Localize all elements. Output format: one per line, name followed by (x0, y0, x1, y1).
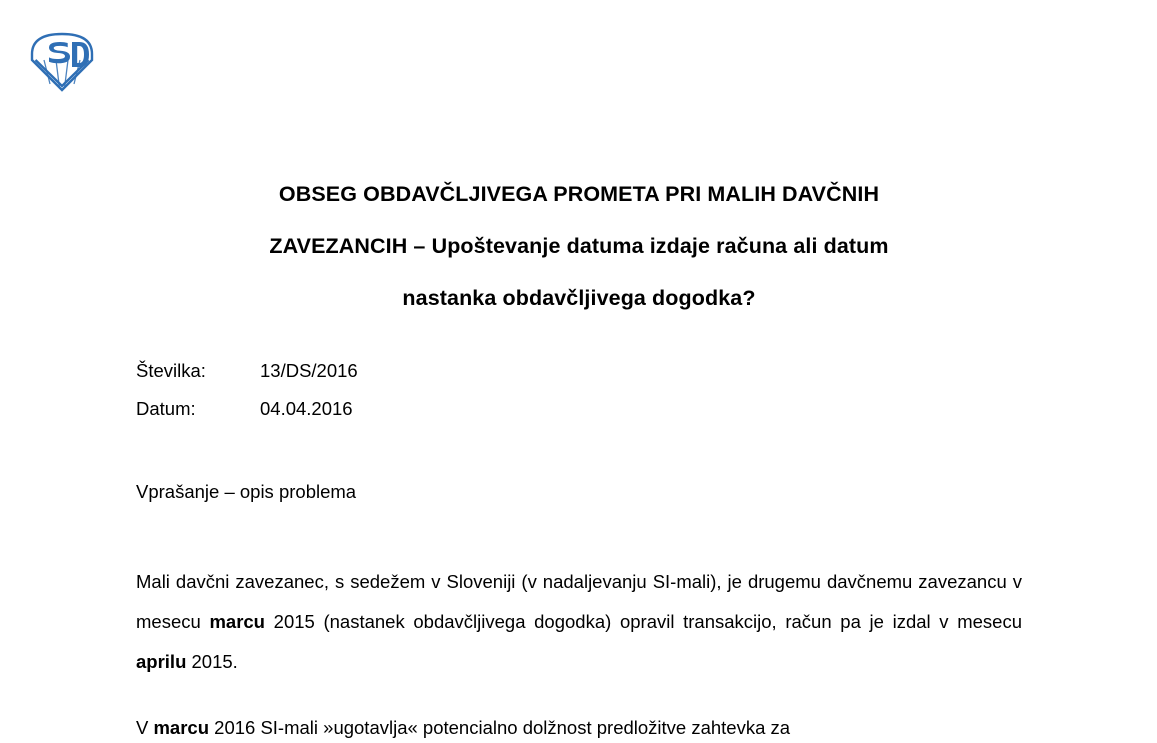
meta-label-stevilka: Številka: (136, 360, 206, 381)
title-line-1: OBSEG OBDAVČLJIVEGA PROMETA PRI MALIH DAVČNIH (278, 182, 880, 206)
meta-row (136, 360, 636, 398)
meta-value-stevilka: 13/DS/2016 (260, 360, 358, 381)
paragraph-2: V marcu 2016 SI-mali »ugotavlja« potencialno dolžnost predložitve zahtevka za (136, 717, 791, 738)
page-title (134, 168, 1024, 324)
document-body (136, 562, 1022, 743)
document-meta (136, 360, 636, 436)
title-line-3: nastanka obdavčljivega dogodka? (402, 286, 756, 310)
title-line-2: ZAVEZANCIH – Upoštevanje datuma izdaje računa ali datum (269, 234, 889, 258)
sd-logo (22, 26, 102, 98)
meta-row (136, 398, 636, 436)
section-heading: Vprašanje – opis problema (136, 481, 357, 502)
meta-label-datum: Datum: (136, 398, 196, 419)
paragraph-1: Mali davčni zavezanec, s sedežem v Sloveniji (v nadaljevanju SI-mali), je drugemu davčnemu zavezancu v mesecu marcu 2015 (nastanek obdavčljivega dogodka) opravil transakcijo, račun pa je izdal v mesecu aprilu 2015. (136, 571, 1023, 672)
meta-value-datum: 04.04.2016 (260, 398, 353, 419)
